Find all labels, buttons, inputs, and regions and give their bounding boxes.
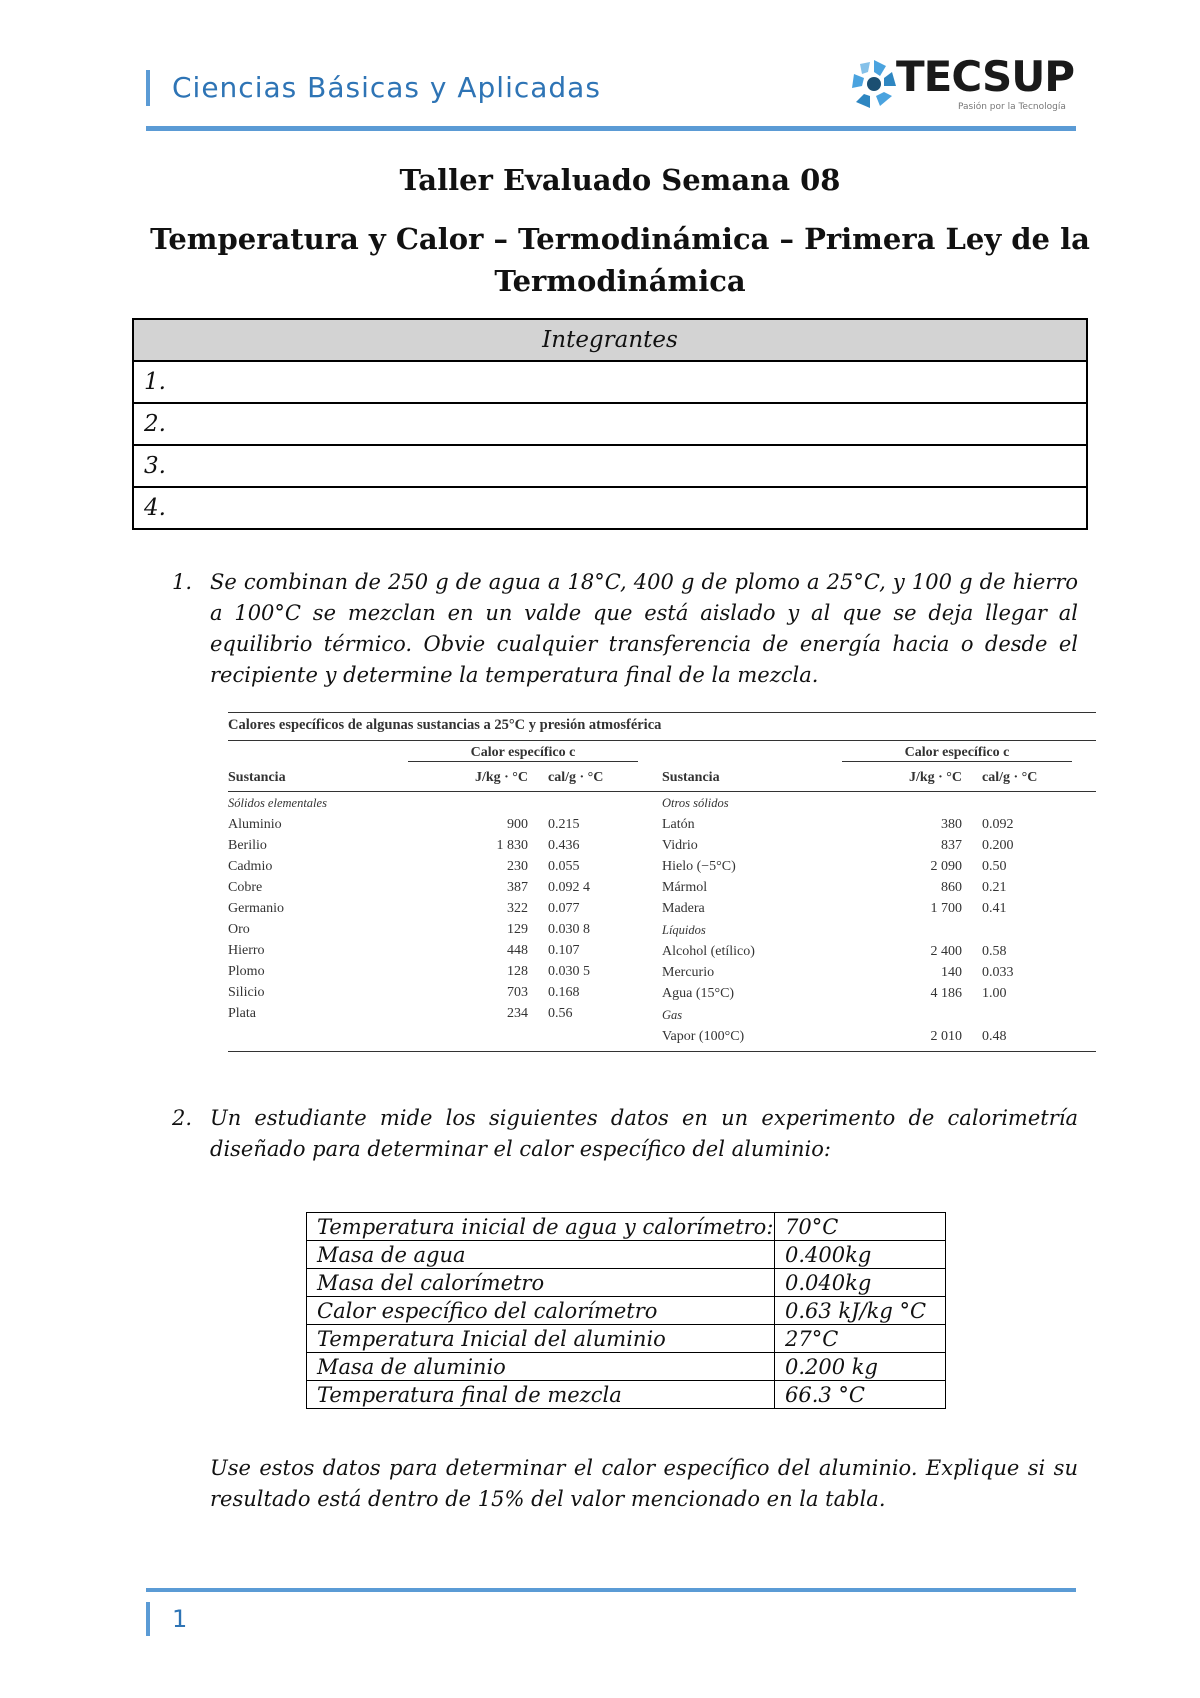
table-row: Cobre 387 0.092 4 <box>228 879 590 895</box>
table-row: Hierro 448 0.107 <box>228 942 580 958</box>
integrantes-header: Integrantes <box>133 319 1087 361</box>
table-row: Calor específico del calorímetro 0.63 kJ/kg °C <box>307 1297 946 1325</box>
table-row: Latón 380 0.092 <box>662 816 1014 832</box>
header-rule <box>146 126 1076 131</box>
tecsup-logo-icon <box>846 56 902 112</box>
table-row: Mercurio 140 0.033 <box>662 964 1014 980</box>
table-row: Temperatura final de mezcla 66.3 °C <box>307 1381 946 1409</box>
question-2-text: Un estudiante mide los siguientes datos en un experimento de calorimetría diseñado para determinar el calor específico del aluminio: <box>210 1106 1078 1161</box>
section-label: Sólidos elementales <box>228 795 327 810</box>
header-title: Ciencias Básicas y Aplicadas <box>172 71 601 104</box>
integrante-row: 2. <box>133 403 1087 445</box>
table-row: Madera 1 700 0.41 <box>662 900 1007 916</box>
table-row: Temperatura Inicial del aluminio 27°C <box>307 1325 946 1353</box>
question-1-number: 1. <box>172 570 193 594</box>
table-row: Vapor (100°C) 2 010 0.48 <box>662 1028 1007 1044</box>
specific-heat-left-column <box>228 741 662 1047</box>
question-2-followup: Use estos datos para determinar el calor específico del aluminio. Explique si su resultado está dentro de 15% del valor mencionado en la tabla. <box>210 1456 1078 1511</box>
col-header-substance: Sustancia <box>228 770 286 785</box>
specific-heat-caption: Calores específicos de algunas sustancias a 25°C y presión atmosférica <box>228 712 1096 741</box>
integrantes-table <box>132 318 1088 530</box>
table-row: Silicio 703 0.168 <box>228 984 580 1000</box>
integrante-row: 1. <box>133 361 1087 403</box>
col-header-jkg: J/kg · °C <box>908 770 962 785</box>
question-1-text: Se combinan de 250 g de agua a 18°C, 400 g de plomo a 25°C, y 100 g de hierro a 100°C se mezclan en un valde que está aislado y al que se deja llegar al equilibrio térmico. Obvie cualquier transferencia de energía hacia o desde el recipiente y determine la temperatura final de la mezcla. <box>210 570 1078 687</box>
table-row: Vidrio 837 0.200 <box>662 837 1014 853</box>
integrante-row: 4. <box>133 487 1087 529</box>
table-row: Masa del calorímetro 0.040kg <box>307 1269 946 1297</box>
table-row: Plomo 128 0.030 5 <box>228 963 590 979</box>
table-row: Masa de aluminio 0.200 kg <box>307 1353 946 1381</box>
page-number: 1 <box>172 1605 188 1633</box>
col-header-calg: cal/g · °C <box>548 770 604 785</box>
tecsup-logo-tagline: Pasión por la Tecnología <box>958 102 1066 112</box>
tecsup-logo-text: TECSUP <box>896 52 1075 101</box>
table-row: Alcohol (etílico) 2 400 0.58 <box>662 943 1007 959</box>
section-label: Líquidos <box>662 922 706 937</box>
question-2-number: 2. <box>172 1106 193 1130</box>
table-row: Aluminio 900 0.215 <box>228 816 580 832</box>
table-row: Oro 129 0.030 8 <box>228 921 590 937</box>
footer-accent-bar <box>146 1602 150 1636</box>
table-bottom-rule <box>228 1047 1096 1052</box>
col-header-calg: cal/g · °C <box>982 770 1038 785</box>
subtitle-line-1: Temperatura y Calor – Termodinámica – Primera Ley de la <box>150 222 1090 256</box>
table-row: Mármol 860 0.21 <box>662 879 1007 895</box>
section-label: Gas <box>662 1007 683 1022</box>
table-row: Cadmio 230 0.055 <box>228 858 580 874</box>
table-row: Germanio 322 0.077 <box>228 900 580 916</box>
col-header-jkg: J/kg · °C <box>474 770 528 785</box>
footer-rule <box>146 1588 1076 1592</box>
table-row: Plata 234 0.56 <box>228 1005 573 1021</box>
table-row: Agua (15°C) 4 186 1.00 <box>662 985 1007 1001</box>
integrante-row: 3. <box>133 445 1087 487</box>
group-header: Calor específico c <box>842 745 1072 762</box>
group-header: Calor específico c <box>408 745 638 762</box>
table-row: Hielo (−5°C) 2 090 0.50 <box>662 858 1007 874</box>
table-row: Berilio 1 830 0.436 <box>228 837 580 853</box>
col-header-substance: Sustancia <box>662 770 720 785</box>
section-label: Otros sólidos <box>662 795 729 810</box>
document-title: Taller Evaluado Semana 08 <box>399 163 841 197</box>
document-subtitle <box>0 218 1200 302</box>
calorimetry-data-table <box>306 1212 946 1409</box>
subtitle-line-2: Termodinámica <box>494 264 746 298</box>
table-row: Masa de agua 0.400kg <box>307 1241 946 1269</box>
specific-heat-right-column <box>662 741 1096 1047</box>
header-accent-bar <box>146 70 150 106</box>
specific-heat-table <box>228 712 1096 1052</box>
table-row: Temperatura inicial de agua y calorímetro: 70°C <box>307 1213 946 1241</box>
